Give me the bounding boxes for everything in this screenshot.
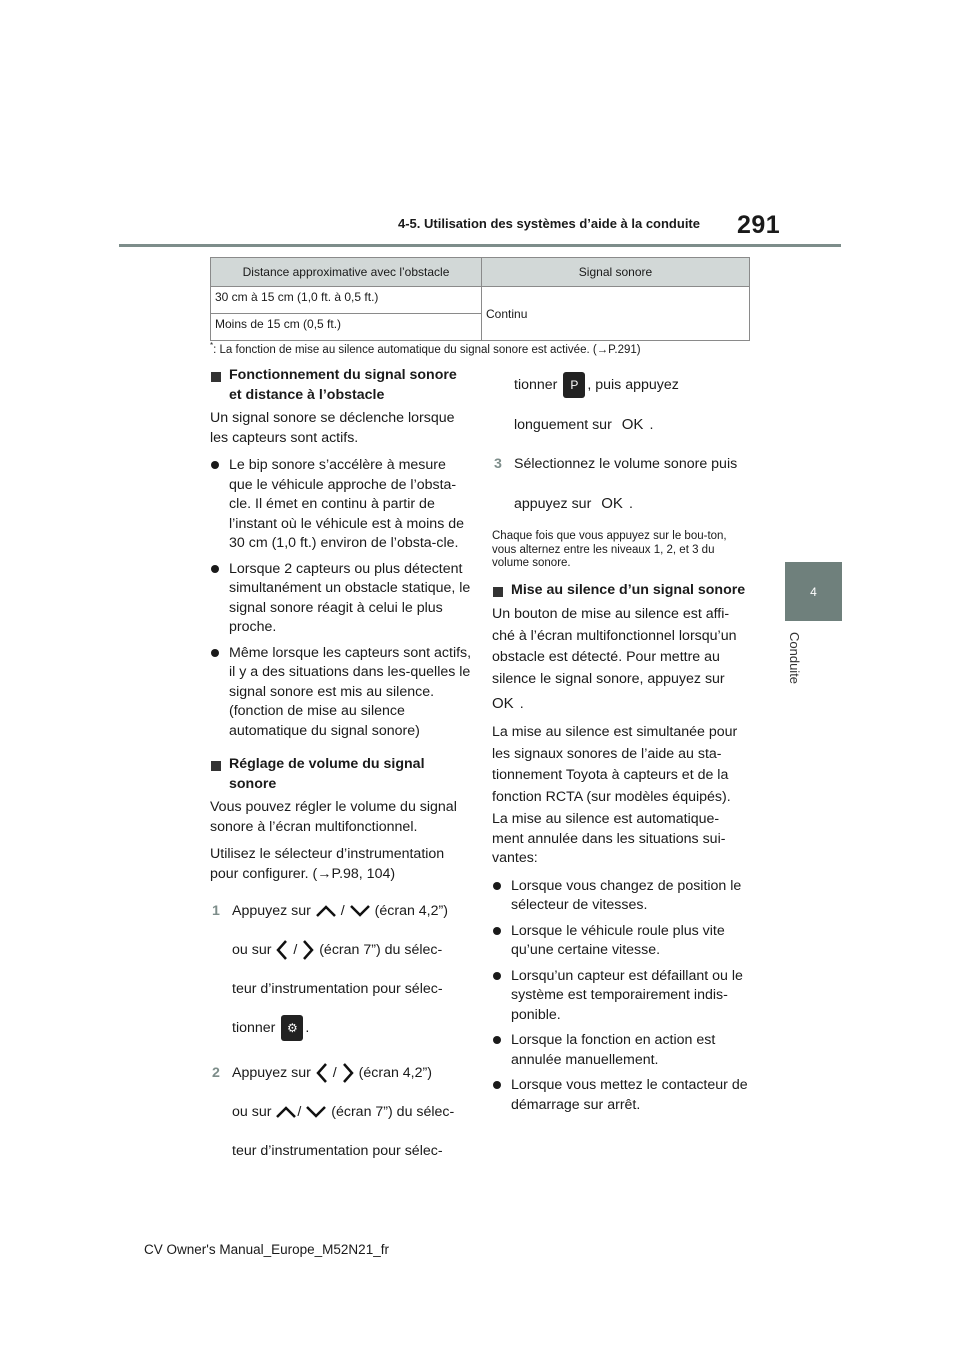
table-cell-distance: 30 cm à 15 cm (1,0 ft. à 0,5 ft.) <box>211 287 482 314</box>
list-item: Lorsqu’un capteur est défaillant ou le système est temporairement indis-ponible. <box>492 967 750 1026</box>
gear-icon: ⚙ <box>281 1015 303 1041</box>
step-3-cont: appuyez sur OK . <box>514 495 633 512</box>
left-column <box>210 366 472 1171</box>
step-2: 2 Appuyez sur / (écran 4,2”) <box>210 1054 472 1093</box>
list-item: Lorsque 2 capteurs ou plus détectent simultanément un obstacle statique, le signal sonore réagit à celui le plus proche. <box>210 560 472 638</box>
ok-button-icon: OK <box>601 495 623 512</box>
chevron-up-icon <box>275 1105 297 1119</box>
step-1-cont: ou sur / (écran 7”) du sélec- <box>210 931 472 970</box>
paragraph: Un signal sonore se déclenche lorsque les capteurs sont actifs. <box>210 410 455 446</box>
table-cell-signal: Continu <box>482 287 750 341</box>
list-item: Même lorsque les capteurs sont actifs, il y a des situations dans les-quelles le signal sonore est mis au silence. (fonction de mise au silence automatique du signal sonore) <box>210 644 472 742</box>
ok-button-icon: OK <box>621 416 644 433</box>
page-number: 291 <box>737 211 781 239</box>
step-2-cont: longuement sur OK . <box>514 416 654 433</box>
table-header-row <box>211 258 750 287</box>
chevron-right-icon <box>341 1062 355 1084</box>
table-header-distance: Distance approximative avec l’obstacle <box>211 258 482 287</box>
table-header-signal: Signal sonore <box>482 258 750 287</box>
step-3: 3 Sélectionnez le volume sonore puis <box>494 456 738 472</box>
chevron-down-icon <box>349 904 371 918</box>
table-cell-distance: Moins de 15 cm (0,5 ft.) <box>211 314 482 341</box>
chevron-left-icon <box>315 1062 329 1084</box>
paragraph: La mise au silence est simultanée pour les signaux sonores de l’aide au sta- tionnement Toyota à capteurs et de la fonction RCTA (sur modèles équipés). <box>492 724 738 805</box>
header-rule <box>119 244 841 247</box>
step-2-cont: teur d’instrumentation pour sélec- <box>232 1143 443 1159</box>
list-item: Le bip sonore s’accélère à mesure que le véhicule approche de l’obsta-cle. Il émet en continu à partir de l’instant où le véhicule est à moins de 30 cm (1,0 ft.) environ de l’obsta-cle. <box>210 456 472 554</box>
paragraph: Utilisez le sélecteur d’instrumentation pour configurer. (→P.98, 104) <box>210 846 445 882</box>
chevron-left-icon <box>275 939 289 961</box>
table-footnote: *: La fonction de mise au silence automatique du signal sonore est activée. (→P.291) <box>210 341 641 356</box>
list-item: Lorsque la fonction en action est annulée manuellement. <box>492 1031 750 1070</box>
chevron-down-icon <box>305 1105 327 1119</box>
step-2-cont: ou sur / (écran 7”) du sélec- <box>232 1104 455 1120</box>
note: Chaque fois que vous appuyez sur le bou-ton, vous alternez entre les niveaux 1, 2, et 3 du volume sonore. <box>492 530 727 569</box>
paragraph: Vous pouvez régler le volume du signal sonore à l’écran multifonctionnel. <box>210 799 457 835</box>
chevron-up-icon <box>315 904 337 918</box>
paragraph: Un bouton de mise au silence est affi- ché à l’écran multifonctionnel lorsqu’un obstacle est détecté. Pour mettre au silence le signal sonore, appuyez sur OK . <box>492 606 737 712</box>
list-item: Lorsque vous changez de position le sélecteur de vitesses. <box>492 877 750 916</box>
parking-sensor-icon: P <box>563 372 585 398</box>
section-title: 4-5. Utilisation des systèmes d’aide à la conduite <box>398 216 700 231</box>
chapter-tab-number: 4 <box>785 562 842 621</box>
step-1-cont: teur d’instrumentation pour sélec- <box>232 981 443 997</box>
heading-mute: Mise au silence d’un signal sonore <box>492 581 750 601</box>
heading-volume: Réglage de volume du signal sonore <box>210 755 472 794</box>
list-item: Lorsque le véhicule roule plus vite qu’une certaine vitesse. <box>492 922 750 961</box>
chevron-right-icon <box>301 939 315 961</box>
table-row <box>211 287 750 314</box>
ok-button-icon: OK <box>492 695 514 712</box>
step-1-cont: tionner ⚙ . <box>210 1009 472 1048</box>
obstacle-signal-table <box>210 257 750 341</box>
right-column <box>492 366 750 1121</box>
page-footer: CV Owner's Manual_Europe_M52N21_fr <box>144 1242 389 1257</box>
step-2-cont: tionner P , puis appuyez <box>492 366 750 405</box>
chapter-tab-label: Conduite <box>787 632 802 685</box>
paragraph: La mise au silence est automatique-ment annulée dans les situations sui-vantes: <box>492 811 726 866</box>
step-1: 1 Appuyez sur / (écran 4,2”) <box>212 903 448 919</box>
list-item: Lorsque vous mettez le contacteur de démarrage sur arrêt. <box>492 1076 750 1115</box>
heading-signal-distance: Fonctionnement du signal sonore et distance à l’obstacle <box>210 366 472 405</box>
